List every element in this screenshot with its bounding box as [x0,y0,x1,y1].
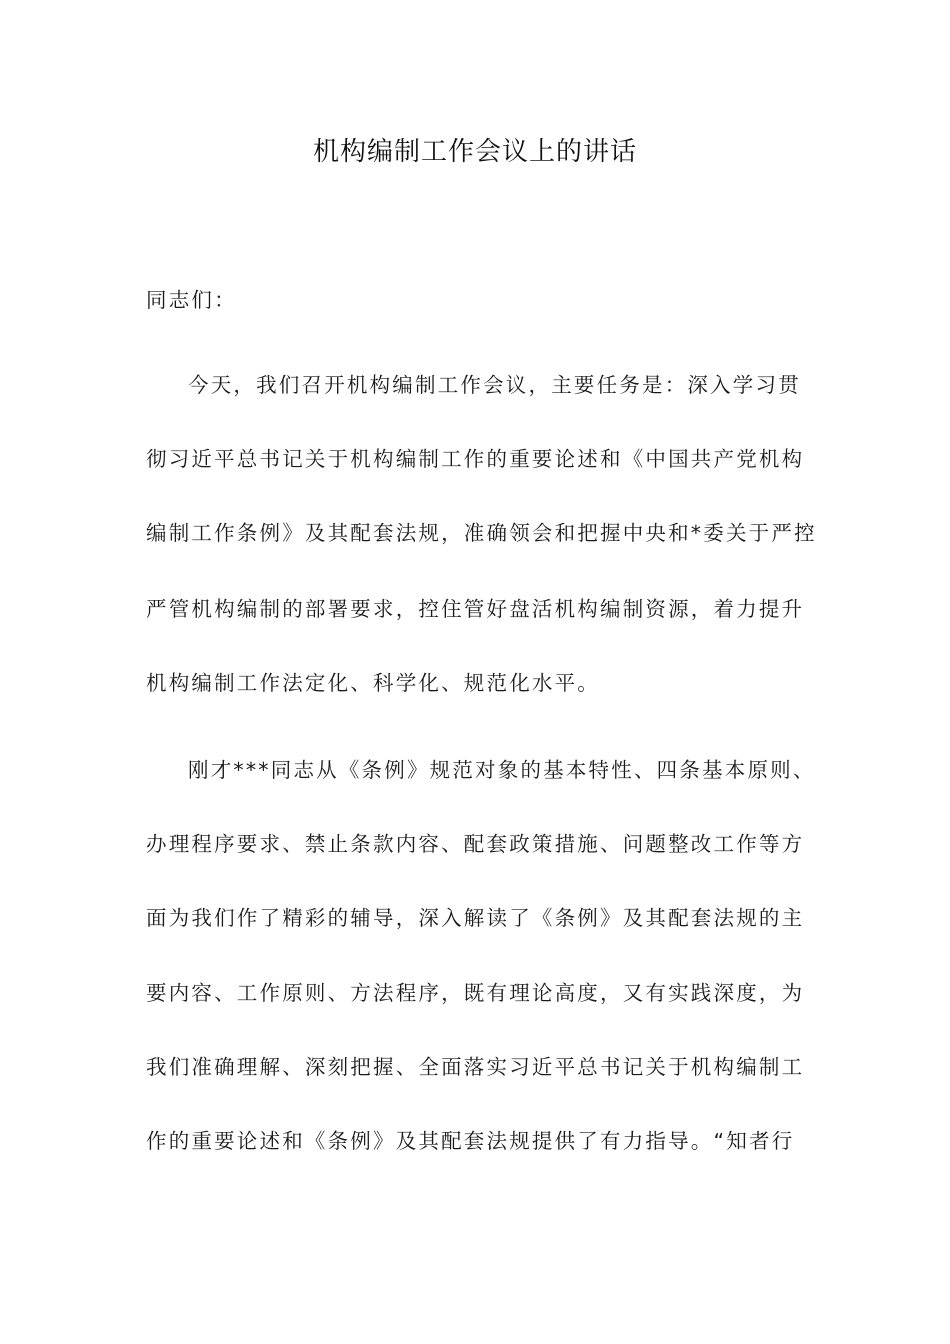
paragraph-1-line-4: 严管机构编制的部署要求，控住管好盘活机构编制资源，着力提升 [146,597,805,621]
paragraph-2-line-1: 刚才***同志从《条例》规范对象的基本特性、四条基本原则、 [188,758,816,782]
paragraph-2-line-5: 我们准确理解、深刻把握、全面落实习近平总书记关于机构编制工 [146,1055,805,1079]
paragraph-1-line-2: 彻习近平总书记关于机构编制工作的重要论述和《中国共产党机构 [146,447,805,471]
document-title: 机构编制工作会议上的讲话 [312,137,637,167]
paragraph-2-line-4: 要内容、工作原则、方法程序，既有理论高度，又有实践深度，为 [146,981,805,1005]
paragraph-2-line-2: 办理程序要求、禁止条款内容、配套政策措施、问题整改工作等方 [146,832,805,856]
paragraph-1-line-5: 机构编制工作法定化、科学化、规范化水平。 [146,671,600,695]
salutation: 同志们： [146,288,237,312]
paragraph-1-line-3: 编制工作条例》及其配套法规，准确领会和把握中央和*委关于严控 [146,521,817,545]
paragraph-2-line-3: 面为我们作了精彩的辅导，深入解读了《条例》及其配套法规的主 [146,906,805,930]
paragraph-1-line-1: 今天，我们召开机构编制工作会议，主要任务是：深入学习贯 [188,373,801,397]
paragraph-2-line-6: 作的重要论述和《条例》及其配套法规提供了有力指导。“知者行 [146,1129,795,1153]
